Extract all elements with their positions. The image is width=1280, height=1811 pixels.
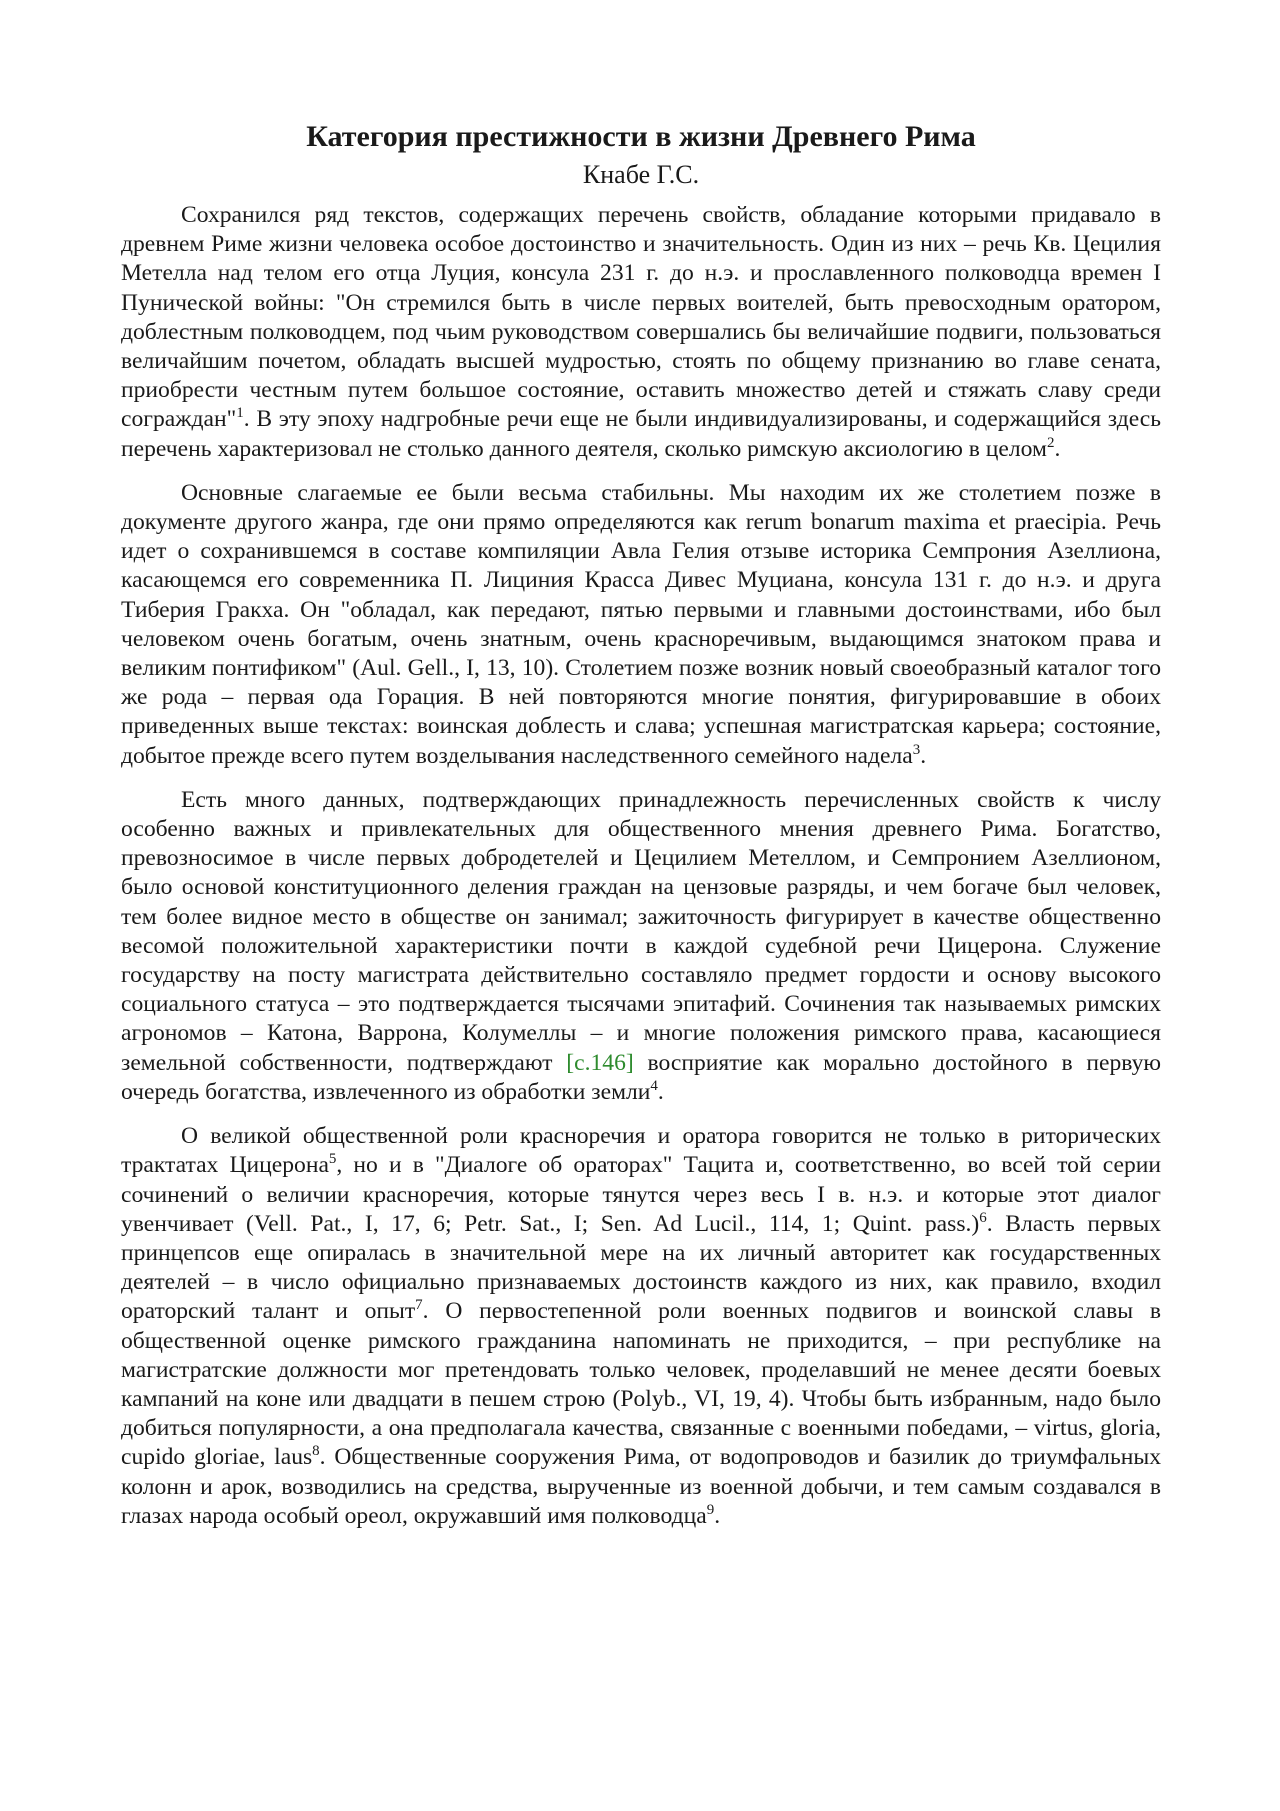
footnote-ref[interactable]: 8 <box>312 1443 320 1460</box>
document-page <box>121 118 1161 1546</box>
paragraph-4 <box>121 1122 1161 1531</box>
page-reference-link[interactable]: [с.146] <box>566 1049 634 1076</box>
footnote-ref[interactable]: 9 <box>706 1501 715 1518</box>
footnote-ref[interactable]: 2 <box>1046 434 1055 451</box>
paragraph-text: . Общественные сооружения Рима, от водопроводов и базилик до триумфальных колонн и арок, возводились на средства, вырученные из военной добычи, и тем самым создавался в глазах народа особый ореол, окружавший имя полководца <box>121 1444 1161 1529</box>
footnote-ref[interactable]: 7 <box>415 1297 423 1314</box>
paragraph-3 <box>121 786 1161 1107</box>
paragraph-text: . <box>920 742 927 769</box>
paragraph-text: восприятие как морально достойного в первую очередь богатства, извлеченного из обработки земли <box>121 1049 1161 1105</box>
paragraph-text: . <box>714 1502 721 1529</box>
footnote-ref[interactable]: 3 <box>912 741 921 758</box>
paragraph-text: Сохранился ряд текстов, содержащих перечень свойств, обладание которыми придавало в древнем Риме жизни человека особое достоинство и значительность. Один из них – речь Кв. Цецилия Метелла над телом его отца Луция, консула 231 г. до н.э. и прославленного полководца времен I Пунической войны: "Он стремился быть в числе первых воителей, быть превосходным оратором, доблестным полководцем, под чьим руководством совершались бы величайшие подвиги, пользоваться величайшим почетом, обладать высшей мудростью, стоять по общему признанию во главе сената, приобрести честным путем большое состояние, оставить множество детей и стяжать славу среди сограждан" <box>121 202 1161 433</box>
footnote-ref[interactable]: 1 <box>236 405 244 422</box>
footnote-ref[interactable]: 5 <box>328 1151 337 1168</box>
paragraph-text: О великой общественной роли красноречия и оратора говорится не только в риторических трактатах Цицерона <box>121 1123 1161 1179</box>
paragraph-text: , но и в "Диалоге об ораторах" Тацита и, соответственно, во всей той серии сочинений о величии красноречия, которые тянутся через весь I в. н.э. и которые этот диалог увенчивает (Vell. Pat., I, 17, 6; Petr. Sat., I; Sen. Ad Lucil., 114, 1; Quint. pass.) <box>121 1152 1161 1237</box>
paragraph-1 <box>121 201 1161 464</box>
footnote-ref[interactable]: 6 <box>979 1209 987 1226</box>
paragraph-text: . В эту эпоху надгробные речи еще не были индивидуализированы, и содержащийся здесь перечень характеризовал не столько данного деятеля, сколько римскую аксиологию в целом <box>121 406 1161 462</box>
paragraph-text: . О первостепенной роли военных подвигов и воинской славы в общественной оценке римского гражданина напоминать не приходится, – при республике на магистратские должности мог претендовать только человек, проделавший не менее десяти боевых кампаний на коне или двадцати в пешем строю (Polyb., VI, 19, 4). Чтобы быть избранным, надо было добиться популярности, а она предполагала качества, связанные с военными победами, – virtus, gloria, cupido gloriae, laus <box>121 1298 1161 1471</box>
footnote-ref[interactable]: 4 <box>650 1077 658 1094</box>
document-author: Кнабе Г.С. <box>582 160 700 189</box>
paragraph-text: Основные слагаемые ее были весьма стабильны. Мы находим их же столетием позже в документе другого жанра, где они прямо определяются как rerum bonarum maxima et praecipia. Речь идет о сохранившемся в составе компиляции Авла Гелия отзыве историка Семпрония Азеллиона, касающемся его современника П. Лициния Красса Дивес Муциана, консула 131 г. до н.э. и друга Тиберия Гракха. Он "обладал, как передают, пятью первыми и главными достоинствами, ибо был человеком очень богатым, очень знатным, очень красноречивым, выдающимся знатоком права и великим понтификом" (Aul. Gell., I, 13, 10). Столетием позже возник новый своеобразный каталог того же рода – первая ода Горация. В ней повторяются многие понятия, фигурировавшие в обоих приведенных выше текстах: воинская доблесть и слава; успешная магистратская карьера; состояние, добытое прежде всего путем возделывания наследственного семейного надела <box>121 479 1161 769</box>
paragraph-text: Есть много данных, подтверждающих принадлежность перечисленных свойств к числу особенно важных и привлекательных для общественного мнения древнего Рима. Богатство, превозносимое в числе первых добродетелей и Цецилием Метеллом, и Семпронием Азеллионом, было основой конституционного деления граждан на цензовые разряды, и чем богаче был человек, тем более видное место в обществе он занимал; зажиточность фигурирует в качестве общественно весомой положительной характеристики почти в каждой судебной речи Цицерона. Служение государству на посту магистрата действительно составляло предмет гордости и основу высокого социального статуса – это подтверждается тысячами эпитафий. Сочинения так называемых римских агрономов – Катона, Варрона, Колумеллы – и многие положения римского права, касающиеся земельной собственности, подтверждают <box>121 786 1161 1076</box>
paragraph-2 <box>121 479 1161 771</box>
paragraph-text: . <box>1054 435 1061 462</box>
paragraph-text: . Власть первых принцепсов еще опиралась в значительной мере на их личный авторитет как государственных деятелей – в число официально признаваемых достоинств каждого из них, как правило, входил ораторский талант и опыт <box>121 1210 1162 1325</box>
paragraph-text: . <box>657 1078 664 1105</box>
document-title: Категория престижности в жизни Древнего Рима <box>306 120 976 153</box>
